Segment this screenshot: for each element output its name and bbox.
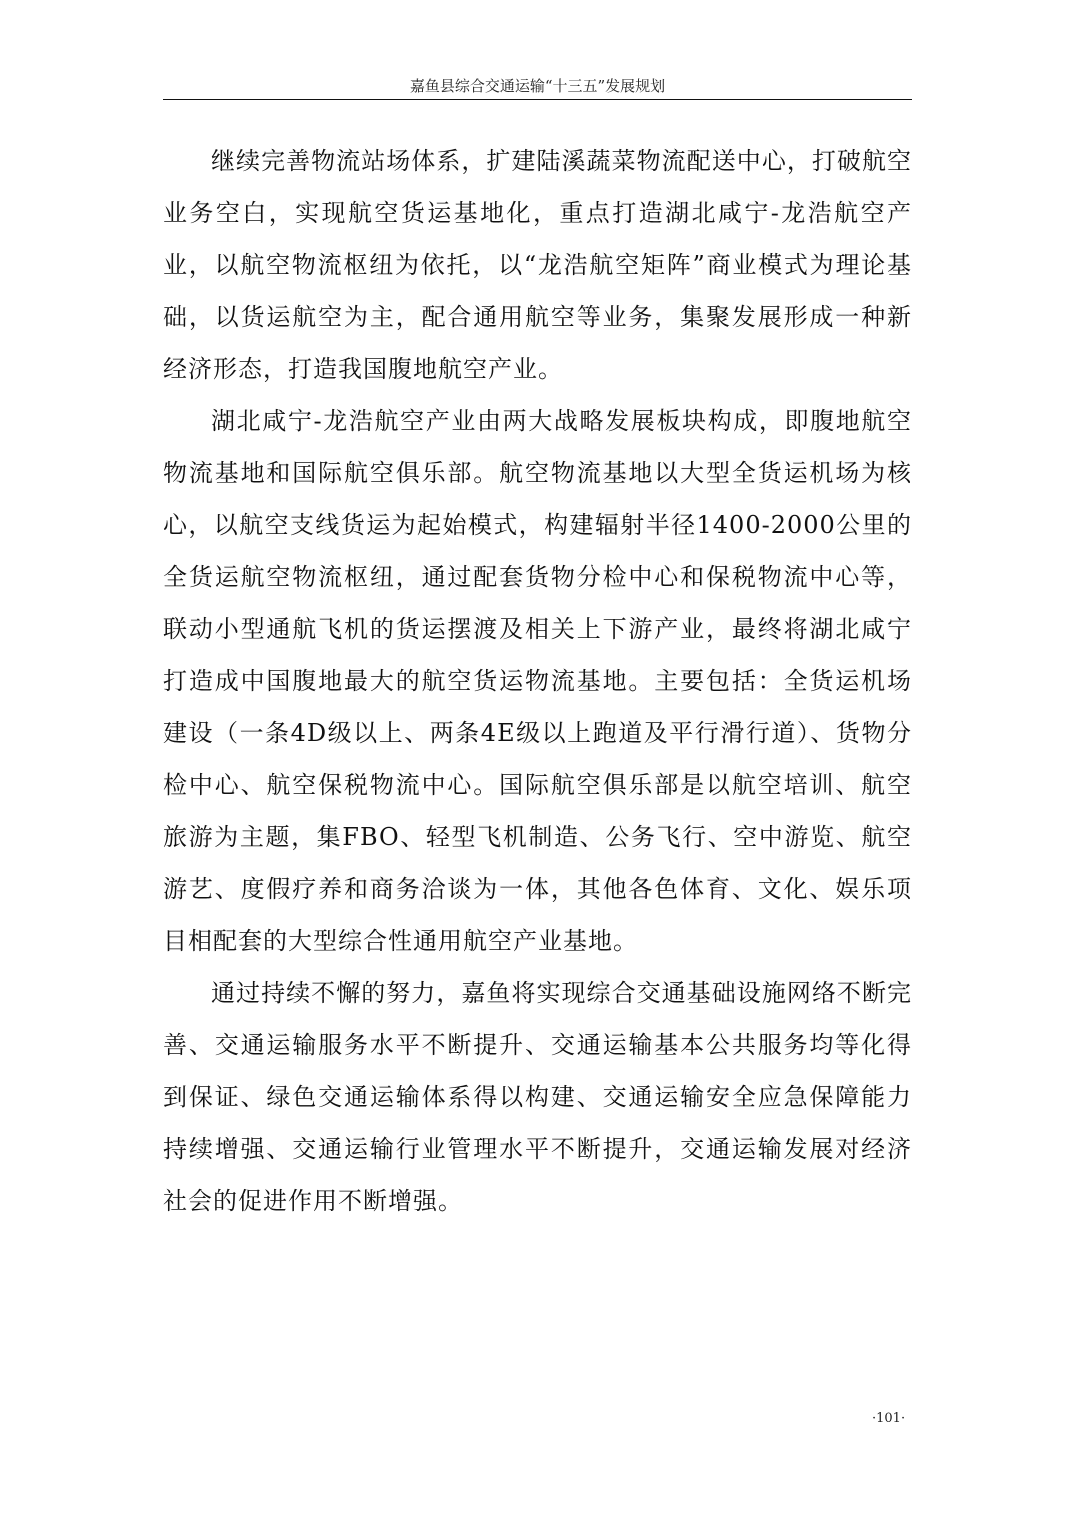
page-number: ·101· [872, 1411, 906, 1426]
document-body [163, 135, 912, 1227]
page-header-title: 嘉鱼县综合交通运输“十三五”发展规划 [409, 77, 666, 95]
header-divider [163, 99, 912, 100]
paragraph-aviation-industry: 湖北咸宁-龙浩航空产业由两大战略发展板块构成，即腹地航空物流基地和国际航空俱乐部。航空物流基地以大型全货运机场为核心，以航空支线货运为起始模式，构建辐射半径1400-2000公里的全货运航空物流枢纽，通过配套货物分检中心和保税物流中心等，联动小型通航飞机的货运摆渡及相关上下游产业，最终将湖北咸宁打造成中国腹地最大的航空货运物流基地。主要包括：全货运机场建设（一条4D级以上、两条4E级以上跑道及平行滑行道）、货物分检中心、航空保税物流中心。国际航空俱乐部是以航空培训、航空旅游为主题，集FBO、轻型飞机制造、公务飞行、空中游览、航空游艺、度假疗养和商务洽谈为一体，其他各色体育、文化、娱乐项目相配套的大型综合性通用航空产业基地。 [163, 407, 912, 955]
paragraph-development-goals: 通过持续不懈的努力，嘉鱼将实现综合交通基础设施网络不断完善、交通运输服务水平不断提升、交通运输基本公共服务均等化得到保证、绿色交通运输体系得以构建、交通运输安全应急保障能力持续增强、交通运输行业管理水平不断提升，交通运输发展对经济社会的促进作用不断增强。 [163, 979, 912, 1215]
paragraph-logistics-stations: 继续完善物流站场体系，扩建陆溪蔬菜物流配送中心，打破航空业务空白，实现航空货运基地化，重点打造湖北咸宁-龙浩航空产业，以航空物流枢纽为依托，以“龙浩航空矩阵”商业模式为理论基础，以货运航空为主，配合通用航空等业务，集聚发展形成一种新经济形态，打造我国腹地航空产业。 [163, 147, 912, 383]
